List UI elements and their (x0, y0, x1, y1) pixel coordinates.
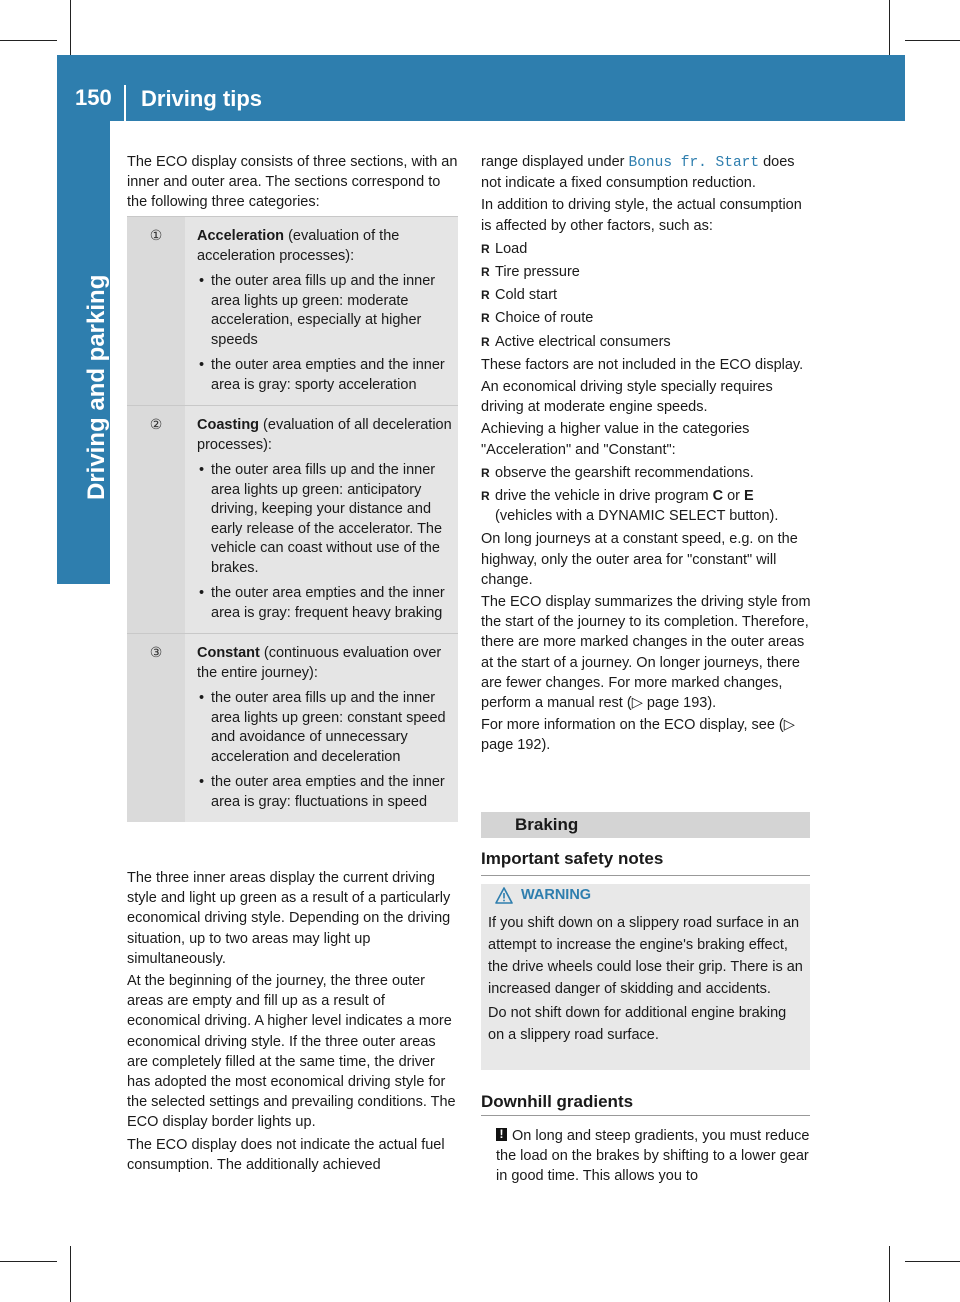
list-item: R Tire pressure (481, 262, 811, 282)
list-item (481, 486, 811, 526)
display-message: Bonus fr. Start (628, 155, 760, 171)
left-body (127, 868, 458, 1177)
list-item: • the outer area empties and the inner area is gray: sporty acceleration (197, 356, 458, 395)
crop-mark (0, 40, 57, 41)
text: observe the gearshift recommendations. (495, 464, 754, 481)
list-item: R Load (481, 239, 811, 259)
crop-mark (889, 0, 890, 56)
row-content (185, 634, 458, 822)
text: or (723, 488, 745, 505)
right-body (481, 152, 811, 758)
notice-text: On long and steep gradients, you must reduce the load on the brakes by shifting to a lower gear in good time. This allows you to (496, 1128, 810, 1184)
section-tab-label: Driving and parking (83, 274, 110, 500)
drive-program-c: C (712, 488, 724, 505)
page-title: Driving tips (141, 86, 263, 111)
section-heading-bar (481, 812, 810, 838)
list-item: • the outer area empties and the inner area is gray: frequent heavy braking (197, 584, 458, 623)
section-heading: Braking (515, 815, 579, 834)
warning-triangle-icon (495, 887, 513, 904)
heading-rule (481, 1115, 810, 1116)
row-number: ① (127, 217, 185, 405)
paragraph: If you shift down on a slippery road surface in an attempt to increase the engine's braking effect, the drive wheels could lose their grip. There is an increased danger of skidding and accidents. (488, 915, 803, 997)
page-number: 150 (75, 85, 112, 110)
tips-list (481, 463, 811, 527)
category-term: Coasting (197, 417, 260, 433)
row-content (185, 406, 458, 633)
crop-mark (905, 40, 960, 41)
category-term: Constant (197, 645, 260, 661)
paragraph: The three inner areas display the current driving style and light up green as a result of a particularly economical driving style. Depending on the driving situation, up to two areas may light up simultaneously. (127, 870, 451, 967)
paragraph: Achieving a higher value in the categories "Acceleration" and "Constant": (481, 421, 750, 458)
paragraph: For more information on the ECO display, see (▷ page 192). (481, 717, 795, 754)
category-desc: (continuous evaluation over the entire journey): (197, 645, 442, 681)
table-row (127, 216, 458, 405)
list-item: • the outer area empties and the inner area is gray: fluctuations in speed (197, 773, 458, 812)
text: does not indicate a fixed consumption reduction. (481, 154, 795, 192)
table-row (127, 633, 458, 822)
crop-mark (70, 0, 71, 56)
paragraph (481, 152, 811, 193)
list-item: R Active electrical consumers (481, 332, 811, 352)
list-item: R Cold start (481, 285, 811, 305)
category-term: Acceleration (197, 228, 285, 244)
notice-icon: ! (496, 1128, 507, 1141)
category-desc: (evaluation of the acceleration processes): (197, 228, 400, 264)
intro-paragraph: The ECO display consists of three sections, with an inner and outer area. The sections correspond to the following three categories: (127, 154, 458, 211)
row-number: ③ (127, 634, 185, 822)
paragraph: Do not shift down for additional engine braking on a slippery road surface. (488, 1005, 787, 1043)
paragraph: The ECO display does not indicate the actual fuel consumption. The additionally achieved (127, 1136, 445, 1173)
paragraph: The ECO display summarizes the driving style from the start of the journey to its completion. Therefore, there are more marked changes in the outer areas at the start of a journey. On longer journeys, there are fewer changes. For more marked changes, perform a manual rest (▷ page 193). (481, 594, 811, 712)
crop-mark (70, 1246, 71, 1302)
paragraph: On long journeys at a constant speed, e.g. on the highway, only the outer area for "constant" will change. (481, 531, 798, 588)
paragraph: An economical driving style specially requires driving at moderate engine speeds. (481, 379, 773, 416)
paragraph: These factors are not included in the ECO display. (481, 356, 804, 373)
category-desc: (evaluation of all deceleration processes): (197, 417, 452, 453)
category-table (127, 216, 458, 822)
list-item: • the outer area fills up and the inner area lights up green: anticipatory driving, keeping your distance and early release of the accelerator. The vehicle can coast without use of the brakes. (197, 461, 458, 578)
warning-title: WARNING (521, 887, 592, 903)
list-item (481, 463, 811, 483)
text: drive the vehicle in drive program (495, 488, 713, 505)
list-item: R Choice of route (481, 308, 811, 328)
crop-mark (905, 1261, 960, 1262)
paragraph: In addition to driving style, the actual consumption is affected by other factors, such as: (481, 197, 802, 234)
subheading: Downhill gradients (481, 1092, 634, 1111)
row-number: ② (127, 406, 185, 633)
row-content (185, 217, 458, 405)
list-item: • the outer area fills up and the inner area lights up green: moderate acceleration, especially at higher speeds (197, 272, 458, 350)
subheading: Important safety notes (481, 849, 664, 868)
crop-mark (889, 1246, 890, 1302)
heading-rule (481, 875, 810, 876)
header-divider (124, 85, 126, 121)
list-item: • the outer area fills up and the inner area lights up green: constant speed and avoidance of unnecessary acceleration and deceleration (197, 689, 458, 767)
text: range displayed under (481, 154, 629, 170)
paragraph: At the beginning of the journey, the three outer areas are empty and fill up as a result of economical driving. A higher level indicates a more economical driving style. If the three outer areas are completely filled at the same time, the driver has adopted the most economical driving style for the selected settings and prevailing conditions. The ECO display border lights up. (127, 973, 456, 1131)
warning-text (488, 912, 803, 1048)
text: (vehicles with a DYNAMIC SELECT button). (495, 508, 779, 525)
table-row (127, 405, 458, 633)
drive-program-e: E (744, 488, 754, 505)
left-intro (127, 152, 458, 215)
factor-list (481, 239, 811, 352)
crop-mark (0, 1261, 57, 1262)
warning-box (481, 884, 810, 1070)
